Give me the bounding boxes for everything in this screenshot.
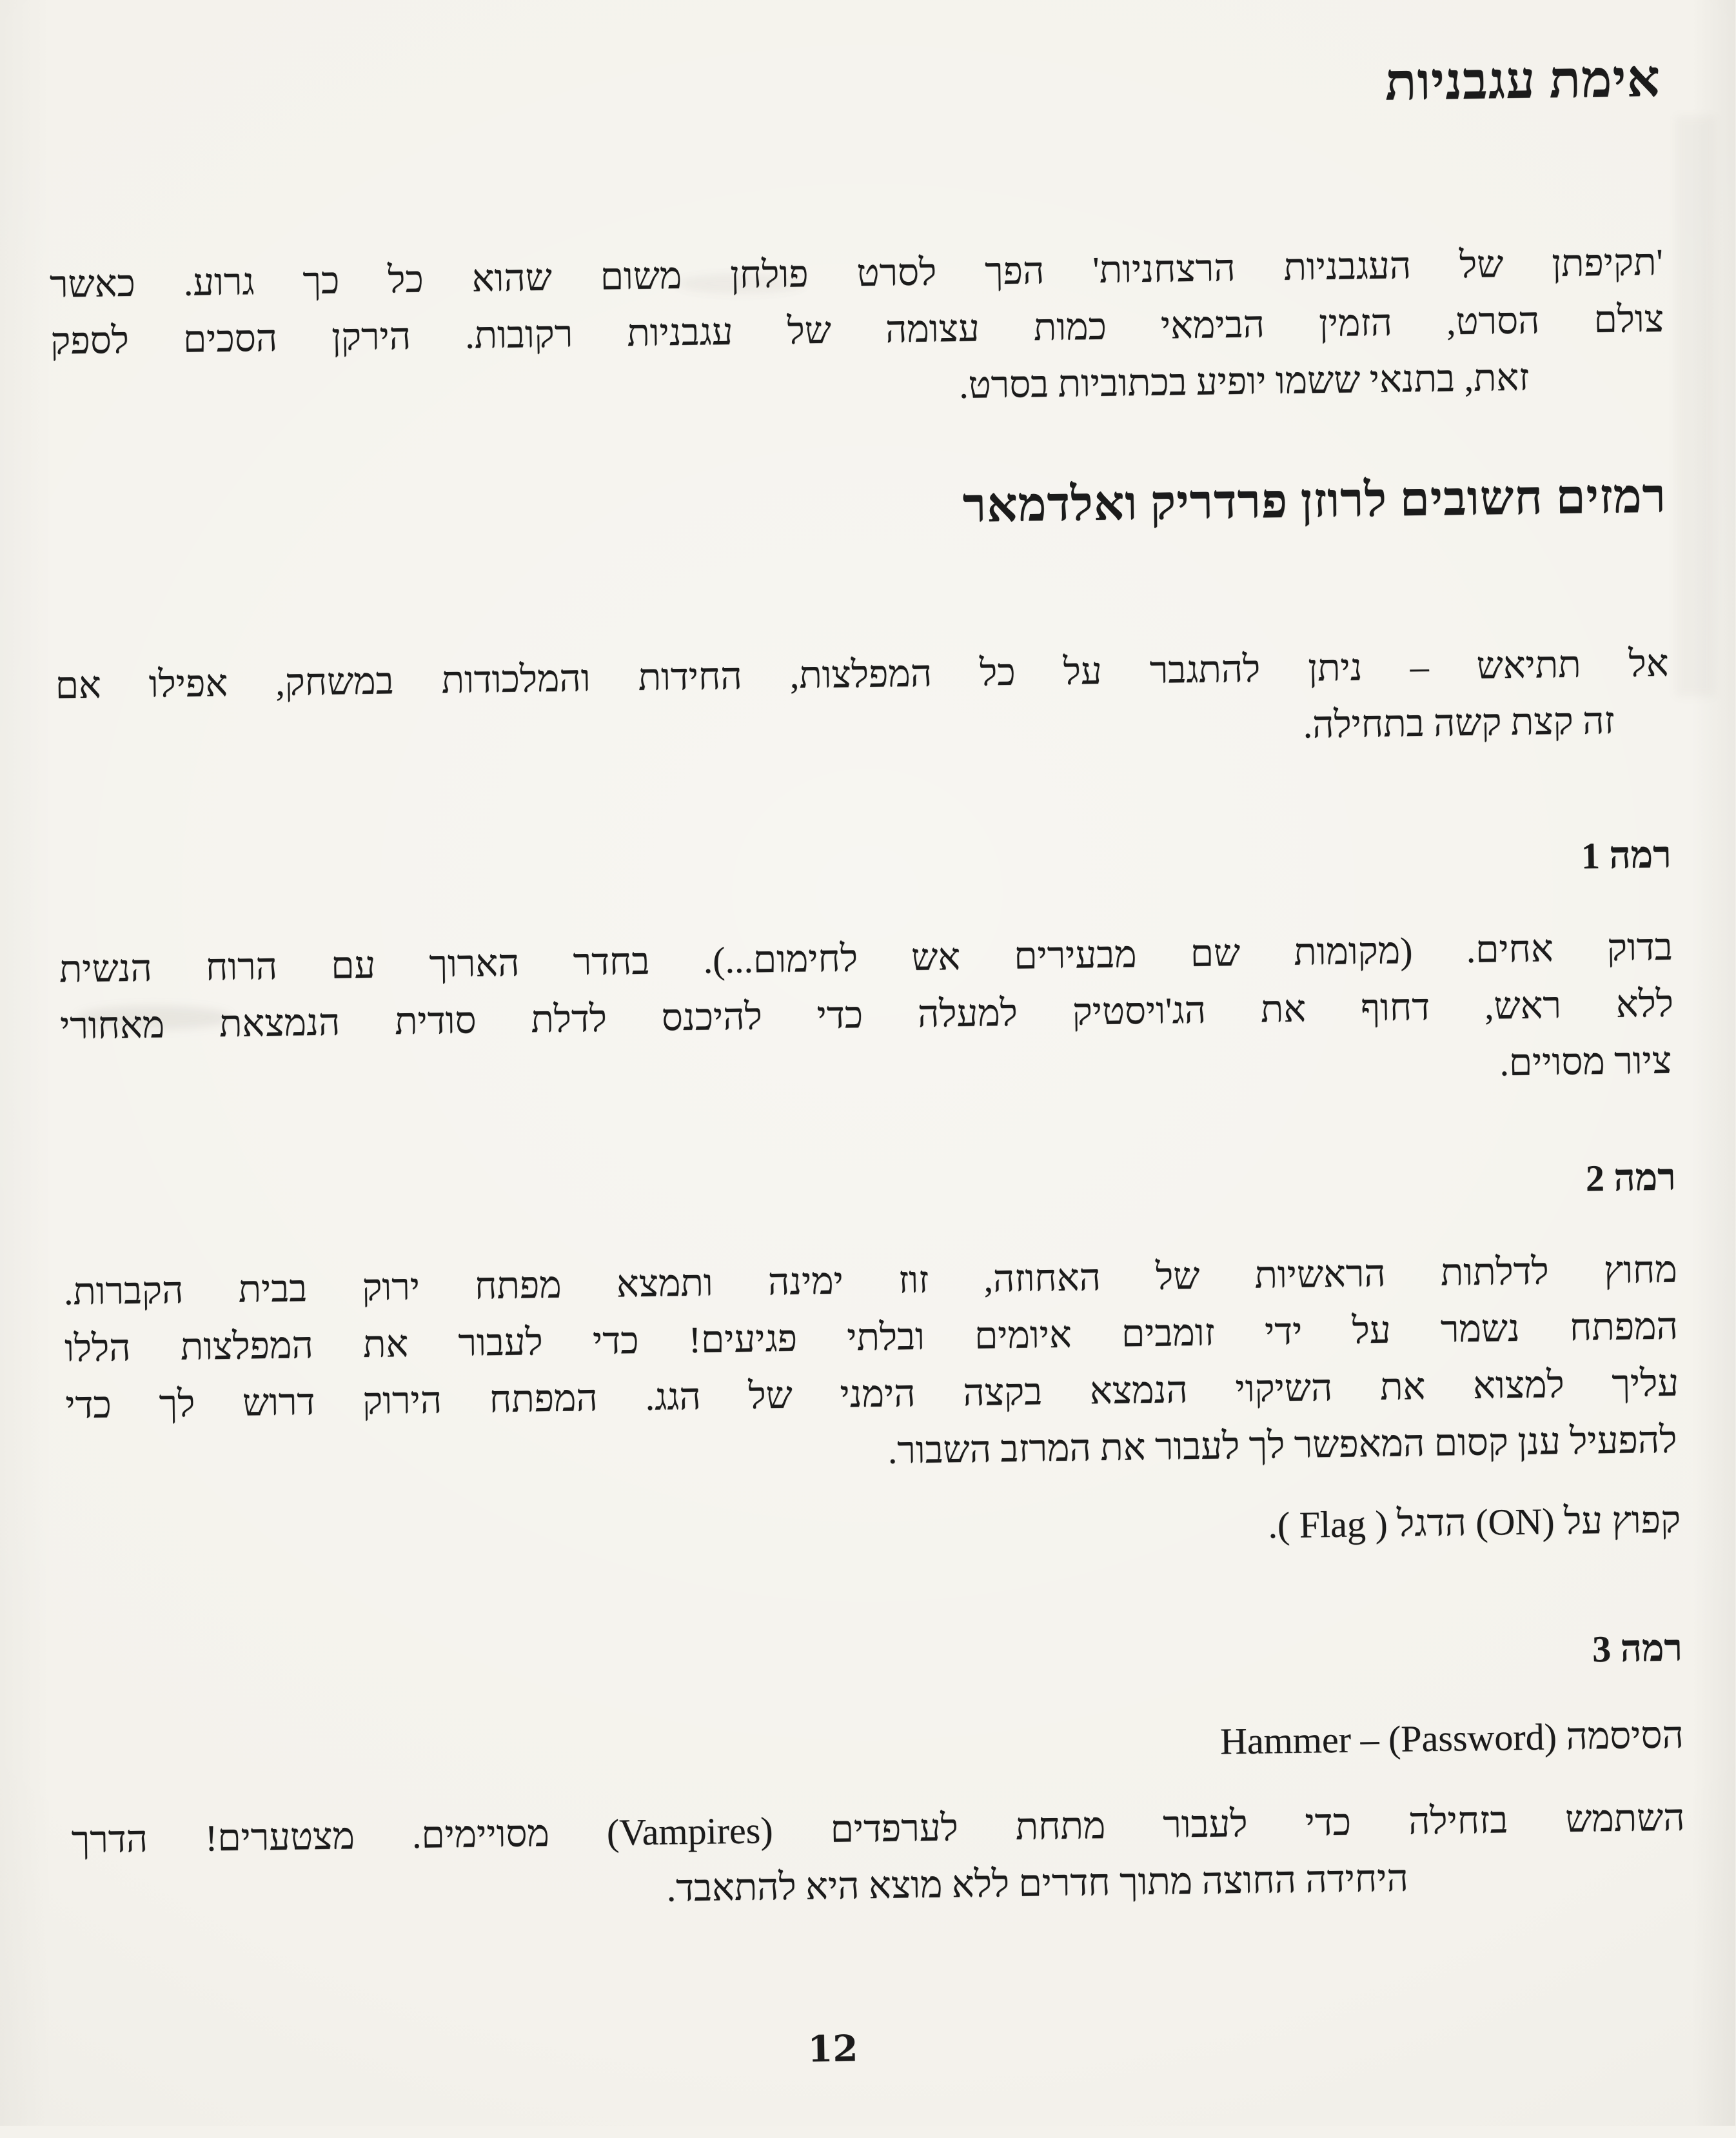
- page-number: 12: [807, 2027, 859, 2071]
- level-2-heading: רמה 2: [1586, 1156, 1677, 1200]
- level-3-paragraph: [72, 1789, 1686, 1925]
- intro-paragraph: [50, 234, 1665, 427]
- text-line: ציור מסויים.: [1499, 1039, 1673, 1084]
- level-1-paragraph: [59, 919, 1675, 1112]
- text-line: השתמש בזחילה כדי לעבור מתחת לערפדים (Vampires) מסויימים. מצטערים! הדרך: [72, 1796, 1686, 1861]
- text-line: אל תתיאש – ניתן להתגבר על כל המפלצות, החידות והמלכודות במשחק, אפילו אם: [55, 642, 1670, 707]
- text-line: זה קצת קשה בתחילה.: [1303, 699, 1616, 746]
- text-line: צולם הסרט, הזמין הבימאי כמות עצומה של עגבניות רקובות. הירקן הסכים לספק: [50, 297, 1665, 362]
- text-line: בדוק אחים. (מקומות שם מבעירים אש לחימום...). בחדר הארוך עם הרוח הנשית: [59, 925, 1674, 991]
- section-heading: רמזים חשובים לרוזן פרדריק ואלדמאר: [963, 470, 1668, 533]
- text-line: זאת, בתנאי ששמו יופיע בכתוביות בסרט.: [959, 356, 1530, 406]
- page-title: אימת עגבניות: [1385, 50, 1662, 112]
- text-line: 'תקיפתן של העגבניות הרצחניות' הפך לסרט פולחן משום שהוא כל כך גרוע. כאשר: [50, 241, 1664, 306]
- level-2-flag-note: קפוץ על (ON) הדגל ( Flag ).: [1268, 1498, 1682, 1547]
- text-line: ללא ראש, דחוף את הג'ויסטיק למעלה כדי להיכנס לדלת סודית הנמצאת מאחורי: [60, 982, 1675, 1047]
- text-line: להפעיל ענן קסום המאפשר לך לעבור את המרזב השבור.: [888, 1418, 1678, 1472]
- level-1-heading: רמה 1: [1581, 833, 1673, 877]
- text-line: היחידה החוצה מתוך חדרים ללא מוצא היא להתאבד.: [667, 1857, 1410, 1910]
- level-3-password-line: הסיסמה (Password) – Hammer: [1220, 1714, 1685, 1763]
- text-line: עליך למצוא את השיקוי הנמצא בקצה הימני של הגג. המפתח הירוק דרוש לך כדי: [65, 1361, 1680, 1427]
- text-line: המפתח נשמר על ידי זומבים איומים ובלתי פגיעים! כדי לעבור את המפלצות הללו: [64, 1305, 1679, 1370]
- level-3-heading: רמה 3: [1592, 1627, 1684, 1670]
- text-line: מחוץ לדלתות הראשיות של האחוזה, זוז ימינה ותמצא מפתח ירוק בבית הקברות.: [64, 1248, 1679, 1313]
- section-intro-paragraph: [55, 635, 1670, 771]
- level-2-paragraph: [64, 1242, 1681, 1491]
